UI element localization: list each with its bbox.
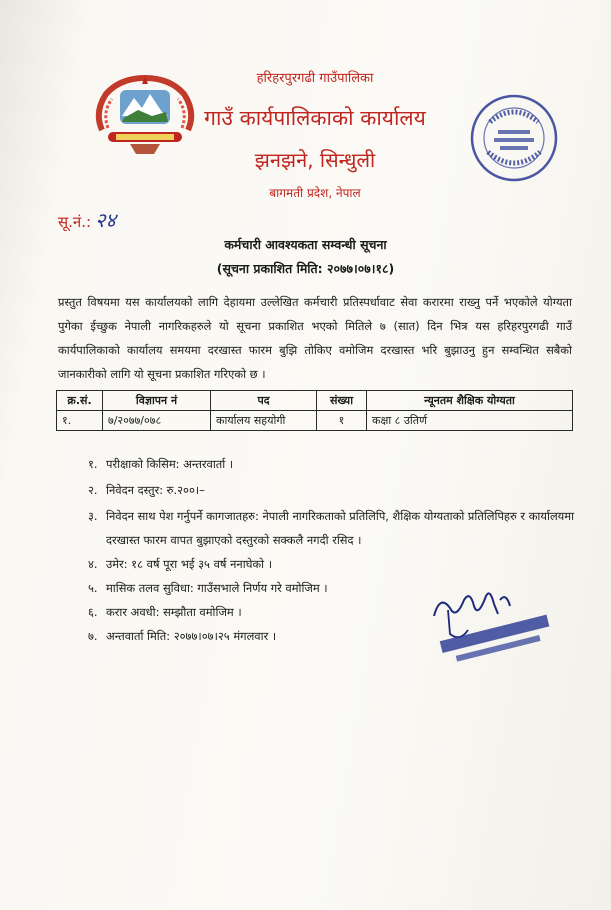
col-count-header: संख्या [317,391,367,411]
col-qualification-header: न्यूनतम शैक्षिक योग्यता [367,391,573,411]
notice-paragraph: प्रस्तुत विषयमा यस कार्यालयको लागि देहायमा उल्लेखित कर्मचारी प्रतिस्पर्धावाट सेवा करारमा राख्नु पर्ने भएकोले योग्यता पुगेका ईच्छुक नेपाली नागरिकहरुले यो सूचना प्रकाशित भएको मितिले ७ (सात) दिन भित्र यस हरिहरपुरगढी गाउँ कार्यपालिकाको कार्यालय समयमा दरखास्त फारम बुझि तोकिए वमोजिम दरखास्त भरि बुझाउनु हुन सम्वन्धित सबैको जानकारीको लागि यो सूचना प्रकाशित गरिएको छ । [58,295,572,381]
list-item-number: ६. [88,605,98,619]
list-item-text: उमेर: १८ वर्ष पूरा भई ३५ वर्ष ननाघेको । [106,557,273,571]
list-item-text: परीक्षाको किसिम: अन्तरवार्ता । [106,457,234,471]
list-item-text: निवेदन दस्तुर: रु.२००।– [106,483,205,497]
reference-number [58,206,116,233]
list-item [88,478,578,502]
list-item [88,452,578,476]
col-serial-header: क्र.सं. [57,391,103,411]
list-item [88,504,578,552]
list-item-number: ४. [88,557,98,571]
table-row [57,411,573,431]
list-item [88,552,578,576]
reference-value: २४ [95,208,116,232]
cell-count: १ [317,411,367,431]
list-item-number: १. [88,457,98,471]
col-ad-number-header: विज्ञापन नं [103,391,211,411]
col-post-header: पद [211,391,317,411]
cell-serial: १. [57,411,103,431]
list-item-number: ३. [88,509,98,523]
cell-ad-number: ७/२०७७/०७८ [103,411,211,431]
province-name: बागमती प्रदेश, नेपाल [269,186,361,200]
list-item-text: निवेदन साथ पेश गर्नुपर्ने कागजातहरु: नेपाली नागरिकताको प्रतिलिपि, शैक्षिक योग्यताको प्रतिलिपिहरु र कार्यालयमा दरखास्त फारम वापत बुझाएको दस्तुरको सक्कलै नगदी रसिद । [106,509,575,547]
publish-date: (सूचना प्रकाशित मिति: २०७७।०७।१८) [216,261,395,276]
nepal-emblem-logo [90,72,200,160]
vacancy-table [56,390,573,431]
table-header-row [57,391,573,411]
cell-qualification: कक्षा ८ उतिर्ण [367,411,573,431]
office-location: झनझने, सिन्धुली [254,148,376,172]
office-seal-stamp [468,92,560,184]
list-item-number: ७. [88,629,98,643]
list-item-text: मासिक तलव सुविधा: गाउँसभाले निर्णय गरे वमोजिम । [106,581,328,595]
list-item-text: करार अवधी: सम्झौता वमोजिम । [106,605,242,619]
cell-post: कार्यालय सहयोगी [211,411,317,431]
municipality-name: हरिहरपुरगढी गाउँपालिका [256,71,374,86]
list-item-text: अन्तवार्ता मिति: २०७७।०७।२५ मंगलवार । [106,629,277,643]
notice-title: कर्मचारी आवश्यकता सम्वन्धी सूचना [224,237,387,252]
list-item-number: २. [88,483,98,497]
reference-label: सू.नं.: [58,213,92,231]
list-item-number: ५. [88,581,98,595]
officer-signature-stamp [420,586,570,672]
office-name: गाउँ कार्यपालिकाको कार्यालय [204,106,426,130]
